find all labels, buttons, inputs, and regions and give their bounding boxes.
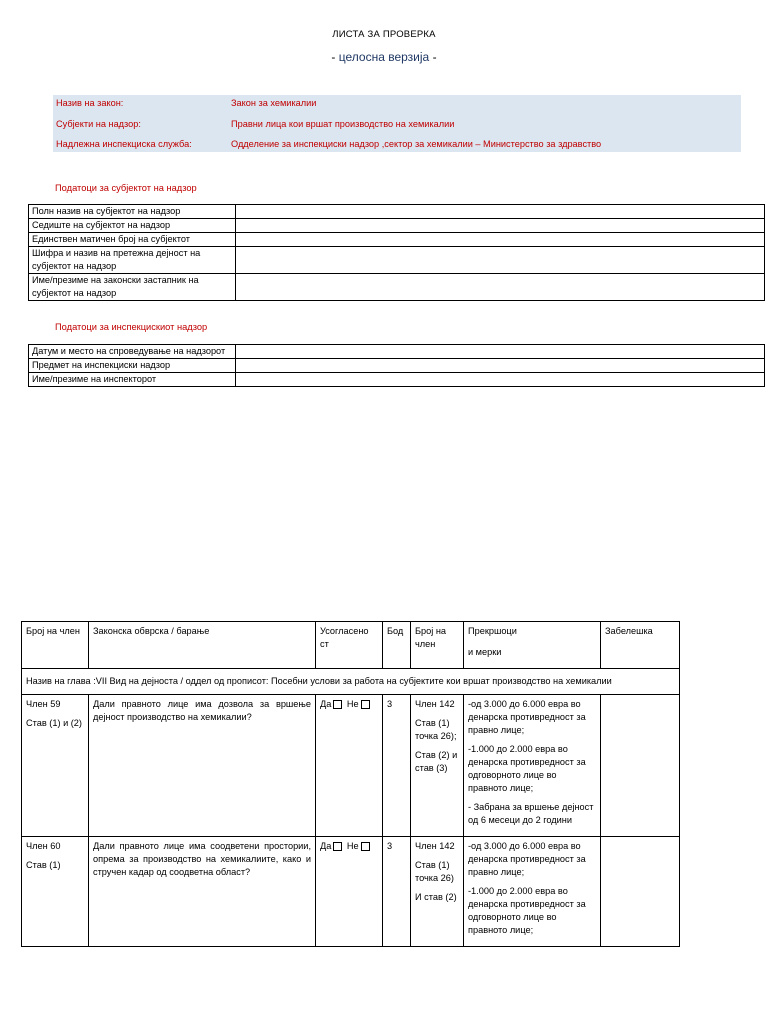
header-violations — [464, 622, 601, 669]
inspection-service-row — [56, 139, 601, 149]
table-row — [29, 247, 765, 274]
checklist-table — [21, 621, 680, 947]
row2-requirement: Дали правното лице има соодветени простории, опрема за производство на хемикалиите, како и стручен кадар од соодветна област? — [89, 837, 316, 947]
chapter-title: Назив на глава :VII Вид на дејноста / оддел од прописот: Посебни услови за работа на субјектите кои вршат производство на хемикалии — [22, 669, 680, 695]
subject-representative-value[interactable] — [236, 274, 765, 301]
subtitle-version: целосна верзија — [338, 50, 430, 64]
inspection-service-label: Надлежна инспекциска служба: — [56, 139, 192, 149]
subject-section-title: Податоци за субјектот на надзор — [55, 183, 197, 193]
row2-fine-legal-entity: -од 3.000 до 6.000 евра во денарска противредност за правно лице; — [468, 841, 586, 877]
header-compliant: Усогласено ст — [316, 622, 383, 669]
law-name-label: Назив на закон: — [56, 98, 124, 108]
subtitle-dash-right: - — [432, 50, 437, 64]
table-row — [22, 695, 680, 837]
row1-article — [22, 695, 89, 837]
row1-points: 3 — [383, 695, 411, 837]
inspection-service-value: Одделение за инспекциски надзор ,сектор за хемикалии – Министерство за здравство — [231, 139, 602, 149]
inspection-section-title: Податоци за инспекцискиот надзор — [55, 322, 208, 332]
row1-art2-paragraph-2: Став (2) и став (3) — [415, 750, 458, 773]
row2-compliance[interactable] — [316, 837, 383, 947]
subject-representative-label: Име/презиме на законски застапник на субјектот на надзор — [29, 274, 236, 301]
subject-full-name-label: Полн назив на субјектот на надзор — [29, 205, 236, 219]
table-row — [29, 345, 765, 359]
table-row — [29, 359, 765, 373]
row2-no-label: Не — [346, 841, 359, 851]
table-row — [29, 373, 765, 387]
table-row — [22, 837, 680, 947]
document-title: ЛИСТА ЗА ПРОВЕРКА — [332, 29, 436, 40]
header-article: Број на член — [22, 622, 89, 669]
inspection-subject-value[interactable] — [236, 359, 765, 373]
header-points: Бод — [383, 622, 411, 669]
row1-no-checkbox[interactable] — [361, 700, 370, 709]
subject-activity-label: Шифра и назив на претежна дејност на субјектот на надзор — [29, 247, 236, 274]
law-name-value: Закон за хемикалии — [231, 98, 317, 108]
row2-art2-paragraph-2: И став (2) — [415, 892, 457, 902]
row1-compliance[interactable] — [316, 695, 383, 837]
row1-article-paragraph: Став (1) и (2) — [26, 718, 82, 728]
inspection-date-place-value[interactable] — [236, 345, 765, 359]
row2-art2-paragraph: Став (1) точка 26) — [415, 860, 454, 883]
subject-id-number-value[interactable] — [236, 233, 765, 247]
subtitle-dash-left: - — [331, 50, 336, 64]
row2-yes-checkbox[interactable] — [333, 842, 342, 851]
row1-art2-paragraph: Став (1) точка 26); — [415, 718, 457, 741]
header-violations-line2: и мерки — [468, 647, 502, 657]
row1-no-label: Не — [346, 699, 359, 709]
header-article-2: Број на член — [411, 622, 464, 669]
subjects-label: Субјекти на надзор: — [56, 119, 141, 129]
table-row — [29, 219, 765, 233]
subject-seat-label: Седиште на субјектот на надзор — [29, 219, 236, 233]
table-row — [29, 233, 765, 247]
header-violations-line1: Прекршоци — [468, 626, 517, 636]
inspection-info-table — [28, 344, 765, 387]
subjects-row — [56, 119, 454, 129]
row1-violations — [464, 695, 601, 837]
subject-info-table — [28, 204, 765, 301]
row1-notes[interactable] — [601, 695, 680, 837]
document-subtitle — [0, 50, 768, 64]
subject-activity-value[interactable] — [236, 247, 765, 274]
row2-fine-responsible-person: -1.000 до 2.000 евра во денарска противредност за одговорното лице во правното лице; — [468, 886, 586, 935]
table-row — [29, 274, 765, 301]
row2-article-number: Член 60 — [26, 841, 61, 851]
row1-article-number: Член 59 — [26, 699, 61, 709]
subjects-value: Правни лица кои вршат производство на хемикалии — [231, 119, 455, 129]
row1-art2-number: Член 142 — [415, 699, 455, 709]
chapter-row — [22, 669, 680, 695]
inspection-date-place-label: Датум и место на спроведување на надзорот — [29, 345, 236, 359]
inspector-name-label: Име/презиме на инспекторот — [29, 373, 236, 387]
row1-yes-checkbox[interactable] — [333, 700, 342, 709]
inspector-name-value[interactable] — [236, 373, 765, 387]
row2-art2-number: Член 142 — [415, 841, 455, 851]
checklist-header-row — [22, 622, 680, 669]
row1-fine-responsible-person: -1.000 до 2.000 евра во денарска противредност за одговорното лице во правното лице; — [468, 744, 586, 793]
table-row — [29, 205, 765, 219]
row2-article-2 — [411, 837, 464, 947]
row1-activity-ban: - Забрана за вршење дејност од 6 месеци до 2 години — [468, 802, 594, 825]
header-requirement: Законска обврска / барање — [89, 622, 316, 669]
row2-article-paragraph: Став (1) — [26, 860, 61, 870]
row1-article-2 — [411, 695, 464, 837]
subject-seat-value[interactable] — [236, 219, 765, 233]
row2-no-checkbox[interactable] — [361, 842, 370, 851]
row1-requirement: Дали правното лице има дозвола за вршење дејност производство на хемикалии? — [89, 695, 316, 837]
subject-full-name-value[interactable] — [236, 205, 765, 219]
law-info-box — [53, 95, 741, 152]
row1-fine-legal-entity: -од 3.000 до 6.000 евра во денарска противредност за правно лице; — [468, 699, 586, 735]
inspection-subject-label: Предмет на инспекциски надзор — [29, 359, 236, 373]
row2-violations — [464, 837, 601, 947]
row2-points: 3 — [383, 837, 411, 947]
law-name-row — [56, 98, 316, 108]
row1-yes-label: Да — [320, 699, 332, 709]
row2-yes-label: Да — [320, 841, 332, 851]
subject-id-number-label: Единствен матичен број на субјектот — [29, 233, 236, 247]
header-notes: Забелешка — [601, 622, 680, 669]
row2-notes[interactable] — [601, 837, 680, 947]
row2-article — [22, 837, 89, 947]
